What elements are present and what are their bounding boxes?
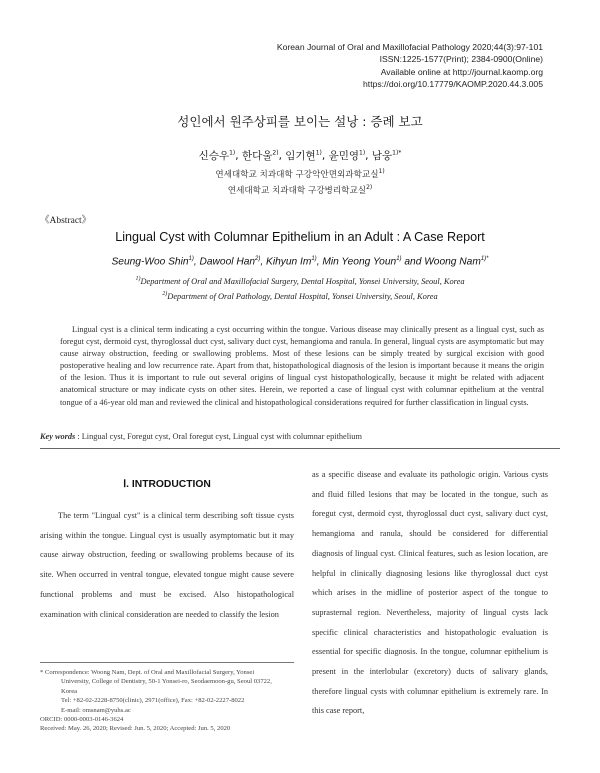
author-sup: 1) [359, 149, 366, 157]
english-affiliation-1 [0, 276, 600, 286]
author-sup: 1) [229, 149, 236, 157]
korean-affiliation-1 [0, 168, 600, 180]
korean-title: 성인에서 원주상피를 보이는 설낭 : 증례 보고 [177, 114, 423, 129]
affiliation-sup: 1) [135, 276, 141, 282]
email-line: E-mail: omsnam@yuhs.ac [61, 706, 131, 714]
english-title: Lingual Cyst with Columnar Epithelium in an Adult : A Case Report [115, 230, 485, 244]
journal-citation: Korean Journal of Oral and Maxillofacial Pathology 2020;44(3):97-101 [276, 42, 543, 52]
received-line: Received: May. 26, 2020; Revised: Jun. 5, 2020; Accepted: Jun. 5, 2020 [40, 725, 231, 733]
korean-author: 한다울 [241, 150, 273, 162]
section-divider [40, 448, 560, 449]
affiliation-sup: 2) [366, 184, 373, 192]
author-sup: 2) [255, 256, 261, 262]
correspondence-line: University, College of Dentistry, 50-1 Yonsei-ro, Seodaemoon-gu, Seoul 03722, [61, 678, 272, 686]
orcid-line: ORCID: 0000-0003-0146-3624 [40, 716, 124, 724]
author-sup: 1) [396, 256, 402, 262]
english-affiliation-2 [0, 291, 600, 301]
korean-author: 신승우 [198, 150, 230, 162]
keywords-label: Key words [40, 432, 76, 441]
english-author: , Kihyun Im [260, 256, 312, 268]
affiliation-sup: 1) [378, 168, 385, 176]
footnote-divider [40, 662, 294, 663]
abstract-body [60, 324, 544, 409]
intro-paragraph: The term "Lingual cyst" is a clinical term describing soft tissue cysts arising within the tongue. Lingual cyst is usually asymptomatic but it may cause airway obstruction, feeding or swallowing problems because of its site. When occurred in ventral tongue, elevated tongue might cause severe functional problems and must be excised. Also histopathological examination with clinical consideration are needed to classify the lesion [40, 511, 294, 619]
keywords [40, 432, 550, 441]
section-heading: Ⅰ. INTRODUCTION [123, 479, 211, 490]
korean-author: 윤민영 [328, 150, 359, 162]
korean-author: 임기현 [285, 150, 316, 162]
affiliation-sup: 2) [162, 291, 168, 297]
journal-issn: ISSN:1225-1577(Print); 2384-0900(Online) [379, 54, 543, 65]
author-sup: 1)* [480, 256, 489, 262]
korean-author: 남웅 [371, 150, 393, 162]
korean-affiliation-text: 연세대학교 치과대학 구강악안면외과학교실 [215, 170, 379, 180]
author-sup: 1) [188, 256, 194, 262]
journal-header [277, 41, 543, 90]
korean-affiliation-text: 연세대학교 치과대학 구강병리학교실 [227, 186, 367, 196]
intro-paragraph-continued: as a specific disease and evaluate its pathologic origin. Various cysts and fluid filled lesions that may be located in the tongue, such as foregut cyst, dermoid cyst, thyroglossal duct cyst, salivary duct cyst, hemangioma and ranula, should be considered for differential diagnosis of lingual cyst. Clinical features, such as lesion location, are helpful in clinically diagnosing lesions like thyroglossal duct cyst which arises in the midline of posterior aspect of the tongue to suprasternal region. Nevertheless, majority of lingual cysts lack specific clinical characteristics and histopathologic evaluation is essential for specific diagnosis. In the tongue, columnar epithelium is present in the interlobular (excretory) ducts of salivary glands, therefore lingual cysts with columnar epithelium is extremely rare. In this case report, [312, 470, 548, 716]
right-column [312, 465, 548, 721]
english-author: Seung-Woo Shin [111, 256, 189, 268]
left-column [40, 506, 294, 624]
english-author: , Dawool Han [193, 256, 256, 268]
english-author: , Min Yeong Youn [316, 256, 397, 268]
author-sup: 1)* [392, 149, 402, 157]
korean-authors: 신승우$^{1)}$, 한다울$^{2)}$, 임기현$^{1)}$, 윤민영$^{1)}$, 남웅$^{1)*}$ [198, 149, 402, 162]
telephone-line: Tel: +82-02-2228-8750(clinic), 2971(office), Fax: +82-02-2227-8022 [61, 697, 245, 705]
footnotes [40, 668, 294, 734]
abstract-paragraph: Lingual cyst is a clinical term indicating a cyst occurring within the tongue. Various disease may clinically present as a lingual cyst, such as foregut cyst, dermoid cyst, thyroglossal duct cyst, salivary duct cyst, hemangioma and ranula. In general, lingual cysts are asymptomatic but may cause airway obstruction, feeding or swallowing problems. Most of these lesions can be simply treated by surgical excision with good postoperative healing and low recurrence rate. Apart from that, histopathological diagnosis of the lesion is important because it means the origin of the lesion. Thus it is important to rule out several origins of lingual cyst histopathologically, because it might be related with adjacent anatomical structure or may indicate cysts on other sites. Herein, we reported a case of lingual cyst with columnar epithelium at the ventral tongue of a 46-year old man and reviewed the clinical and histopathological considerations required for further classification in lingual cysts. [60, 325, 544, 407]
journal-url: Available online at http://journal.kaomp.org [380, 66, 543, 77]
author-sup: 2) [272, 149, 279, 157]
correspondence-line: Korea [61, 687, 78, 695]
author-sup: 1) [311, 256, 317, 262]
english-author: and Woong Nam [401, 256, 481, 268]
abstract-label: 《Abstract》 [40, 216, 92, 226]
keywords-text: : Lingual cyst, Foregut cyst, Oral foregut cyst, Lingual cyst with columnar epithelium [77, 432, 362, 441]
correspondence-line: * Correspondence: Woong Nam, Dept. of Oral and Maxillofacial Surgery, Yonsei [40, 669, 255, 676]
author-sup: 1) [315, 149, 322, 157]
korean-affiliation-2 [0, 184, 600, 196]
english-authors [0, 256, 600, 267]
english-affiliation-text: Department of Oral and Maxillofacial Surgery, Dental Hospital, Yonsei University, Seoul, Korea [140, 276, 465, 286]
journal-doi: https://doi.org/10.17779/KAOMP.2020.44.3.005 [363, 78, 543, 89]
english-affiliation-text: Department of Oral Pathology, Dental Hospital, Yonsei University, Seoul, Korea [167, 291, 438, 301]
